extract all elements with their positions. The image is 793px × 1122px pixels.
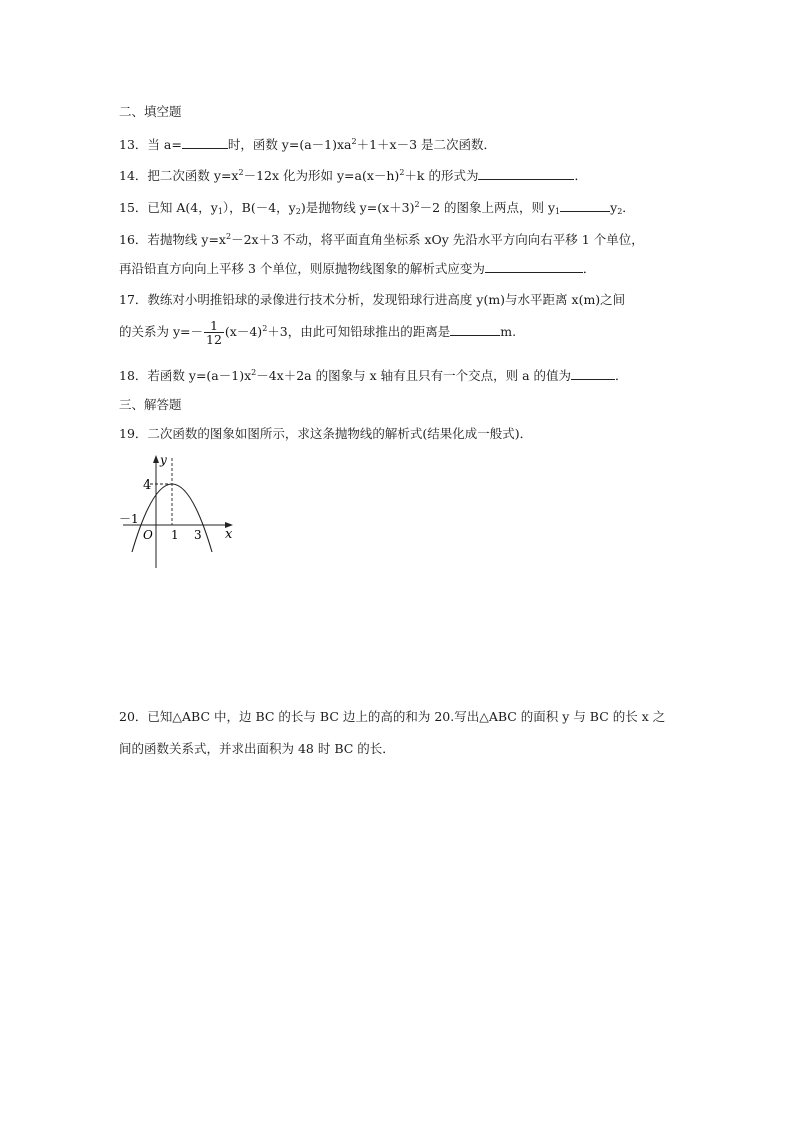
y-axis-arrow	[153, 455, 159, 463]
question-16-line-1: 16．若抛物线 $y=x^2-2x+3$ 不动，将平面直角坐标系 xOy 先沿水平方向向右平移 1 个单位，	[119, 232, 644, 247]
tick-label-neg1: －1	[119, 512, 139, 526]
question-13: 13．当 a= 时，函数 $y=(a-1)xa^2+1+x-3$ 是二次函数．	[119, 137, 497, 152]
answer-blank[interactable]	[485, 259, 583, 273]
question-17-line-1: 17．教练对小明推铅球的录像进行技术分析，发现铅球行进高度 y(m)与水平距离 x(m)之间	[119, 292, 626, 307]
answer-blank[interactable]	[571, 366, 615, 380]
question-15: 15．已知 A(4，$y_1$），B(－4，$y_2$)是抛物线 $y=(x+3)^2-2$ 的图象上两点，则 $y_1$ $y_2$．	[119, 200, 635, 216]
answer-blank[interactable]	[450, 322, 500, 336]
section-title-fill-in: 二、填空题	[119, 104, 182, 119]
parabola-graph	[115, 450, 240, 572]
question-18: 18．若函数 $y=(a-1)x^2-4x+2a$ 的图象与 x 轴有且只有一个交点，则 a 的值为 ．	[119, 368, 628, 383]
question-20-line-1: 20．已知△ABC 中，边 BC 的长与 BC 边上的高的和为 20.写出△ABC 的面积 y 与 BC 的长 x 之	[119, 709, 666, 724]
question-19: 19．二次函数的图象如图所示，求这条抛物线的解析式(结果化成一般式)．	[119, 426, 533, 441]
question-16-line-2: 再沿铅直方向向上平移 3 个单位，则原抛物线图象的解析式应变为 ．	[119, 261, 596, 276]
answer-blank[interactable]	[478, 166, 574, 180]
question-17-line-2: 的关系为 y=－ $\frac{1}{12}$ $(x-4)^2+3$，由此可知铅球推出的距离是 m.	[119, 318, 517, 347]
answer-blank[interactable]	[182, 135, 228, 149]
origin-label: O	[143, 528, 153, 542]
question-20-line-2: 间的函数关系式，并求出面积为 48 时 BC 的长．	[119, 741, 395, 756]
fraction: $\frac{1}{12}$	[206, 318, 222, 347]
tick-label-4: 4	[143, 478, 152, 493]
section-title-answers: 三、解答题	[119, 397, 182, 412]
tick-label-1: 1	[171, 528, 179, 542]
tick-label-3: 3	[194, 528, 202, 542]
x-axis-label: x	[225, 527, 233, 542]
question-14: 14．把二次函数 $y=x^2-12x$ 化为形如 $y=a(x-h)^2+k$ 的形式为 ．	[119, 168, 587, 183]
answer-blank[interactable]	[560, 198, 610, 212]
y-axis-label: y	[160, 453, 167, 467]
